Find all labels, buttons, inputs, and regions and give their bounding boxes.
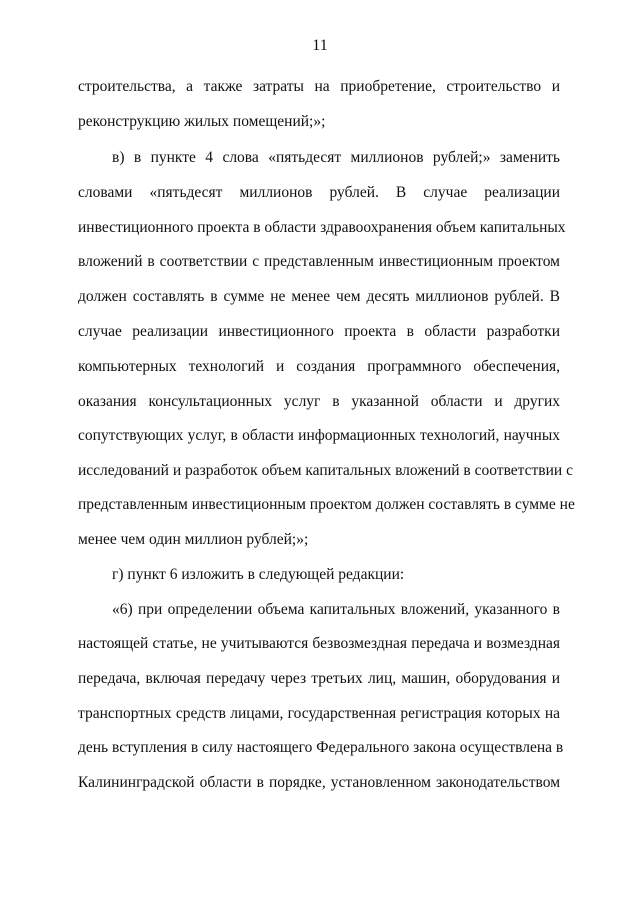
- page-number: 11: [312, 37, 328, 54]
- text-line: исследований и разработок объем капитальных вложений в соответствии с: [78, 462, 573, 479]
- text-line: г) пункт 6 изложить в следующей редакции:: [112, 566, 405, 583]
- text-line: «6) при определении объема капитальных вложений, указанного в: [112, 601, 560, 618]
- text-line: вложений в соответствии с представленным инвестиционным проектом: [78, 253, 560, 270]
- text-line: сопутствующих услуг, в области информационных технологий, научных: [78, 427, 560, 444]
- text-line: оказания консультационных услуг в указанной области и других: [78, 393, 560, 410]
- text-line: случае реализации инвестиционного проекта в области разработки: [78, 323, 560, 340]
- text-line: инвестиционного проекта в области здравоохранения объем капитальных: [78, 219, 566, 236]
- text-line: должен составлять в сумме не менее чем десять миллионов рублей. В: [78, 288, 560, 305]
- text-line: словами «пятьдесят миллионов рублей. В случае реализации: [78, 184, 560, 201]
- text-line: менее чем один миллион рублей;»;: [78, 531, 309, 548]
- text-line: строительства, а также затраты на приобретение, строительство и: [78, 78, 560, 95]
- text-line: представленным инвестиционным проектом должен составлять в сумме не: [78, 496, 575, 513]
- text-line: в) в пункте 4 слова «пятьдесят миллионов рублей;» заменить: [112, 149, 560, 166]
- text-line: передача, включая передачу через третьих лиц, машин, оборудования и: [78, 670, 560, 687]
- text-line: компьютерных технологий и создания программного обеспечения,: [78, 358, 560, 375]
- text-line: транспортных средств лицами, государственная регистрация которых на: [78, 705, 560, 722]
- text-line: Калининградской области в порядке, установленном законодательством: [78, 774, 560, 791]
- text-line: реконструкцию жилых помещений;»;: [78, 113, 326, 130]
- text-line: настоящей статье, не учитываются безвозмездная передача и возмездная: [78, 635, 560, 652]
- text-line: день вступления в силу настоящего Федерального закона осуществлена в: [78, 739, 564, 756]
